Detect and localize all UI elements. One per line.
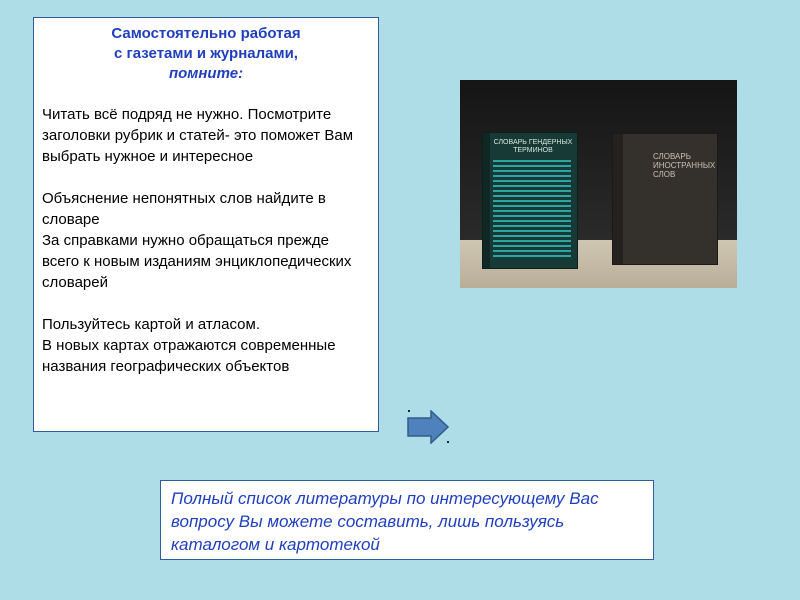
bibliography-note: Полный список литературы по интересующему Вас вопросу Вы можете составить, лишь пользуясь каталогом и картотекой <box>160 480 654 560</box>
tips-title-line2: с газетами и журналами, <box>114 45 298 62</box>
tips-title <box>42 24 370 84</box>
dictionaries-photo <box>460 80 737 288</box>
right-arrow-icon[interactable] <box>407 410 449 444</box>
tips-body <box>42 104 370 377</box>
tip-paragraph-1: Читать всё подряд не нужно. Посмотрите заголовки рубрик и статей- это поможет Вам выбрать нужное и интересное <box>42 106 354 165</box>
book1-spine <box>483 133 490 268</box>
tip-paragraph-5: В новых картах отражаются современные названия географических объектов <box>42 337 336 375</box>
tips-box <box>33 17 379 432</box>
book2-spine <box>613 134 623 264</box>
book1-cover-pattern <box>493 157 571 257</box>
tip-paragraph-3: За справками нужно обращаться прежде всего к новым изданиям энциклопедических словарей <box>42 232 352 291</box>
book1-title: СЛОВАРЬ ГЕНДЕРНЫХ ТЕРМИНОВ <box>493 139 573 154</box>
foreign-words-dictionary-book <box>612 133 718 265</box>
gender-terms-dictionary-book <box>482 132 578 269</box>
tip-paragraph-4: Пользуйтесь картой и атласом. <box>42 316 260 333</box>
tips-title-line1: Самостоятельно работая <box>111 25 301 42</box>
tips-title-line3: помните: <box>168 65 244 82</box>
book2-title: СЛОВАРЬ ИНОСТРАННЫХ СЛОВ <box>653 152 716 179</box>
tip-paragraph-2: Объяснение непонятных слов найдите в словаре <box>42 190 326 228</box>
